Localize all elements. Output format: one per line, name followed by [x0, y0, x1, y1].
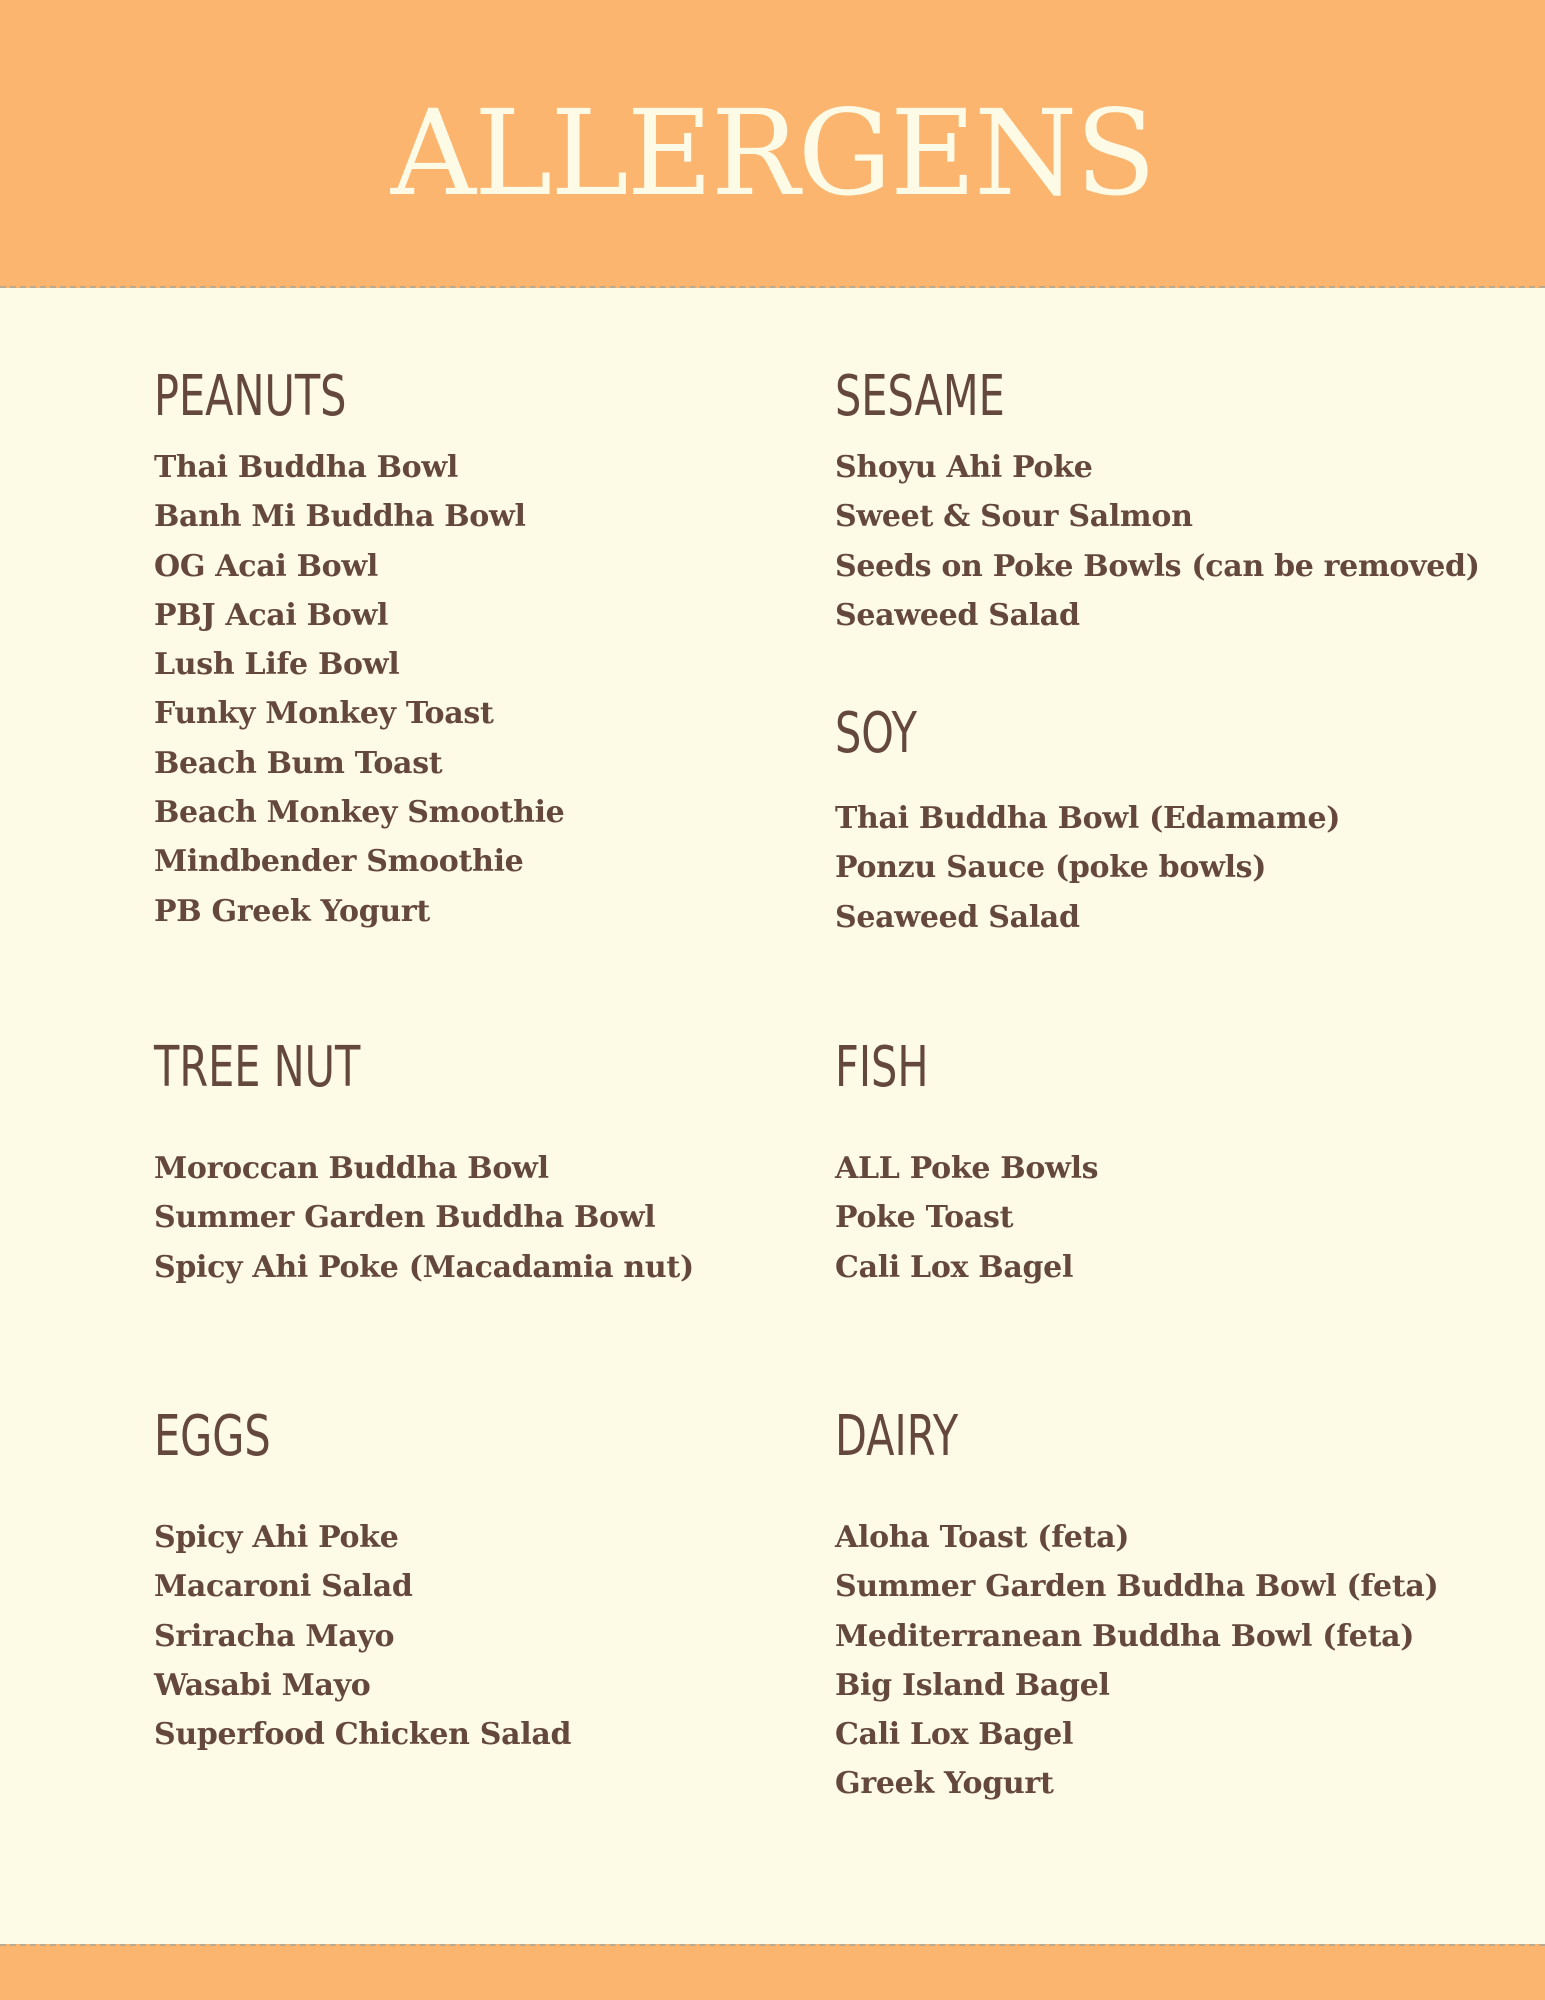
list-item: OG Acai Bowl [154, 548, 379, 584]
list-item: Ponzu Sauce (poke bowls) [835, 850, 1267, 886]
list-item: Seaweed Salad [835, 597, 1080, 633]
allergen-list-peanuts [154, 443, 854, 936]
list-item: Thai Buddha Bowl [154, 450, 459, 485]
section-heading-eggs: EGGS [154, 1404, 271, 1469]
list-item: Wasabi Mayo [154, 1667, 371, 1703]
list-item: Sweet & Sour Salmon [835, 499, 1193, 535]
list-item: Beach Monkey Smoothie [154, 795, 565, 831]
list-item: PB Greek Yogurt [154, 893, 430, 929]
list-item: Banh Mi Buddha Bowl [154, 499, 526, 535]
allergen-list-sesame [835, 443, 1535, 640]
section-soy [835, 694, 1535, 942]
list-item: Thai Buddha Bowl (Edamame) [835, 801, 1341, 836]
allergen-list-dairy [835, 1513, 1535, 1809]
allergen-list-soy [835, 794, 1535, 942]
list-item: Funky Monkey Toast [154, 696, 494, 732]
section-heading-tree-nut: TREE NUT [154, 1035, 361, 1100]
section-peanuts [154, 357, 854, 936]
list-item: Aloha Toast (feta) [835, 1520, 1130, 1555]
list-item: Sriracha Mayo [154, 1618, 395, 1654]
list-item: Seaweed Salad [835, 899, 1080, 935]
section-heading-sesame: SESAME [835, 364, 1005, 429]
page-title: ALLERGENS [390, 84, 1155, 222]
list-item: Seeds on Poke Bowls (can be removed) [835, 548, 1480, 584]
list-item: Lush Life Bowl [154, 647, 400, 683]
list-item: Summer Garden Buddha Bowl (feta) [835, 1569, 1439, 1605]
list-item: PBJ Acai Bowl [154, 597, 389, 633]
list-item: Superfood Chicken Salad [154, 1717, 572, 1753]
list-item: Macaroni Salad [154, 1569, 413, 1605]
section-eggs [154, 1397, 854, 1759]
allergen-list-fish [835, 1144, 1535, 1292]
allergen-list-tree-nut [154, 1144, 854, 1292]
list-item: Mediterranean Buddha Bowl (feta) [835, 1618, 1415, 1654]
list-item: Mindbender Smoothie [154, 844, 524, 880]
list-item: ALL Poke Bowls [835, 1151, 1099, 1186]
list-item: Greek Yogurt [835, 1766, 1054, 1802]
list-item: Spicy Ahi Poke [154, 1520, 399, 1555]
section-dairy [835, 1397, 1535, 1809]
header-band [0, 0, 1545, 288]
section-tree-nut [154, 1028, 854, 1292]
section-heading-dairy: DAIRY [835, 1404, 959, 1469]
list-item: Spicy Ahi Poke (Macadamia nut) [154, 1249, 694, 1285]
list-item: Cali Lox Bagel [835, 1717, 1074, 1753]
list-item: Summer Garden Buddha Bowl [154, 1200, 656, 1236]
allergen-list-eggs [154, 1513, 854, 1759]
footer-band [0, 1944, 1545, 2000]
list-item: Poke Toast [835, 1200, 1014, 1236]
list-item: Moroccan Buddha Bowl [154, 1151, 549, 1186]
section-heading-fish: FISH [835, 1035, 929, 1100]
list-item: Cali Lox Bagel [835, 1249, 1074, 1285]
list-item: Big Island Bagel [835, 1667, 1110, 1703]
section-heading-soy: SOY [835, 701, 917, 766]
section-fish [835, 1028, 1535, 1292]
list-item: Beach Bum Toast [154, 745, 443, 781]
section-heading-peanuts: PEANUTS [154, 364, 347, 429]
section-sesame [835, 357, 1535, 640]
list-item: Shoyu Ahi Poke [835, 450, 1093, 485]
